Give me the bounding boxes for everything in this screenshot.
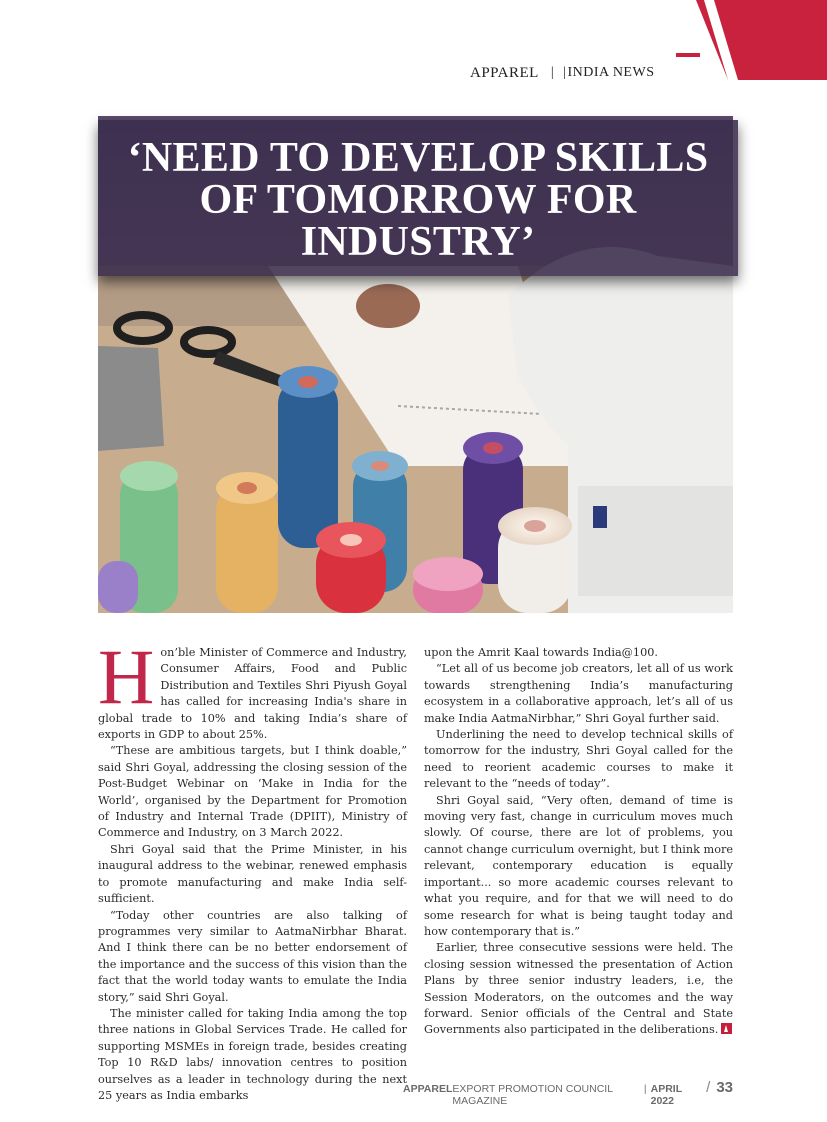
page-footer xyxy=(403,1079,733,1107)
category-label: INDIA NEWS xyxy=(567,65,655,80)
footer-separator: | xyxy=(643,1083,647,1095)
footer-brand: APPAREL xyxy=(403,1083,453,1095)
headline-line-2: OF TOMORROW FOR xyxy=(199,177,637,223)
article-column-left xyxy=(98,633,407,1104)
article-paragraph: Shri Goyal said, “Very often, demand of time is moving very fast, change in curriculum moves much slowly. Of course, there are lot of problems, you cannot change curriculum overnight, but I think more relevant, contemporary education is equally important... so more academic courses relevant to what you require, and for that we will need to do some research for what is being taught today and how contemporary that is.” xyxy=(424,793,734,938)
headline-line-3: INDUSTRY’ xyxy=(300,219,536,265)
corner-logo-mark xyxy=(676,0,827,80)
article-paragraph: Underlining the need to develop technical skills of tomorrow for the industry, Shri Goyal called for the need to reorient academic courses to make it relevant to the “needs of today”. xyxy=(424,728,733,791)
headline-line-1: ‘NEED TO DEVELOP SKILLS xyxy=(127,135,709,181)
header-separator-bar: | xyxy=(563,65,567,80)
article-paragraph: “These are ambitious targets, but I think doable,” said Shri Goyal, addressing the closing session of the Post-Budget Webinar on ‘Make in India for the World’, organised by the Department for Promotion of Industry and Internal Trade (DPIIT), Ministry of Commerce and Industry, on 3 March 2022. xyxy=(98,744,407,840)
drop-cap: H xyxy=(98,633,155,720)
article-paragraph: Shri Goyal said that the Prime Minister, in his inaugural address to the webinar, renewed emphasis to promote manufacturing and make India self-sufficient. xyxy=(98,842,407,906)
paragraph-text: Earlier, three consecutive sessions were held. The closing session witnessed the presentation of Action Plans by three senior industry leaders, i.e, the Session Moderators, on the outcomes and the way forward. Senior officials of the Central and State Governments also participated in the deliberations. xyxy=(424,941,733,1037)
footer-slash: / xyxy=(706,1079,711,1096)
headline xyxy=(98,137,738,263)
section-label: APPAREL xyxy=(470,64,539,81)
article-paragraph xyxy=(424,940,733,1038)
article-paragraph: “Today other countries are also talking of programmes very similar to AatmaNirbhar Bharat. And I think there can be no better endorsement of the importance and the success of this vision than the fact that the world today wants to emulate the India story,” said Shri Goyal. xyxy=(98,908,407,1004)
end-mark-icon xyxy=(721,1023,732,1034)
article-paragraph xyxy=(98,633,407,743)
article-paragraph: “Let all of us become job creators, let all of us work towards strengthening India’s manufacturing ecosystem in a collaborative approach, let’s all of us make India AatmaNirbhar,” Shri Goyal further said. xyxy=(424,662,733,725)
article-column-right xyxy=(424,645,733,1039)
footer-magazine: EXPORT PROMOTION COUNCIL MAGAZINE xyxy=(452,1083,613,1107)
section-header xyxy=(470,62,680,84)
page-number: 33 xyxy=(716,1079,733,1096)
article-paragraph: upon the Amrit Kaal towards India@100. xyxy=(424,646,658,659)
paragraph-text: on’ble Minister of Commerce and Industry, Consumer Affairs, Food and Public Distribution and Textiles Shri Piyush Goyal has called for increasing India's share in global trade to 10% and taking India’s share of exports in GDP to about 25%. xyxy=(98,646,407,742)
footer-issue: APRIL 2022 xyxy=(650,1083,682,1107)
header-separator: | xyxy=(550,65,555,80)
article-paragraph: The minister called for taking India among the top three nations in Global Services Trade. He called for supporting MSMEs in foreign trade, besides creating Top 10 R&D labs/ innovation centres to position ourselves as a leader in technology during the next 25 years as India embarks xyxy=(98,1006,407,1102)
